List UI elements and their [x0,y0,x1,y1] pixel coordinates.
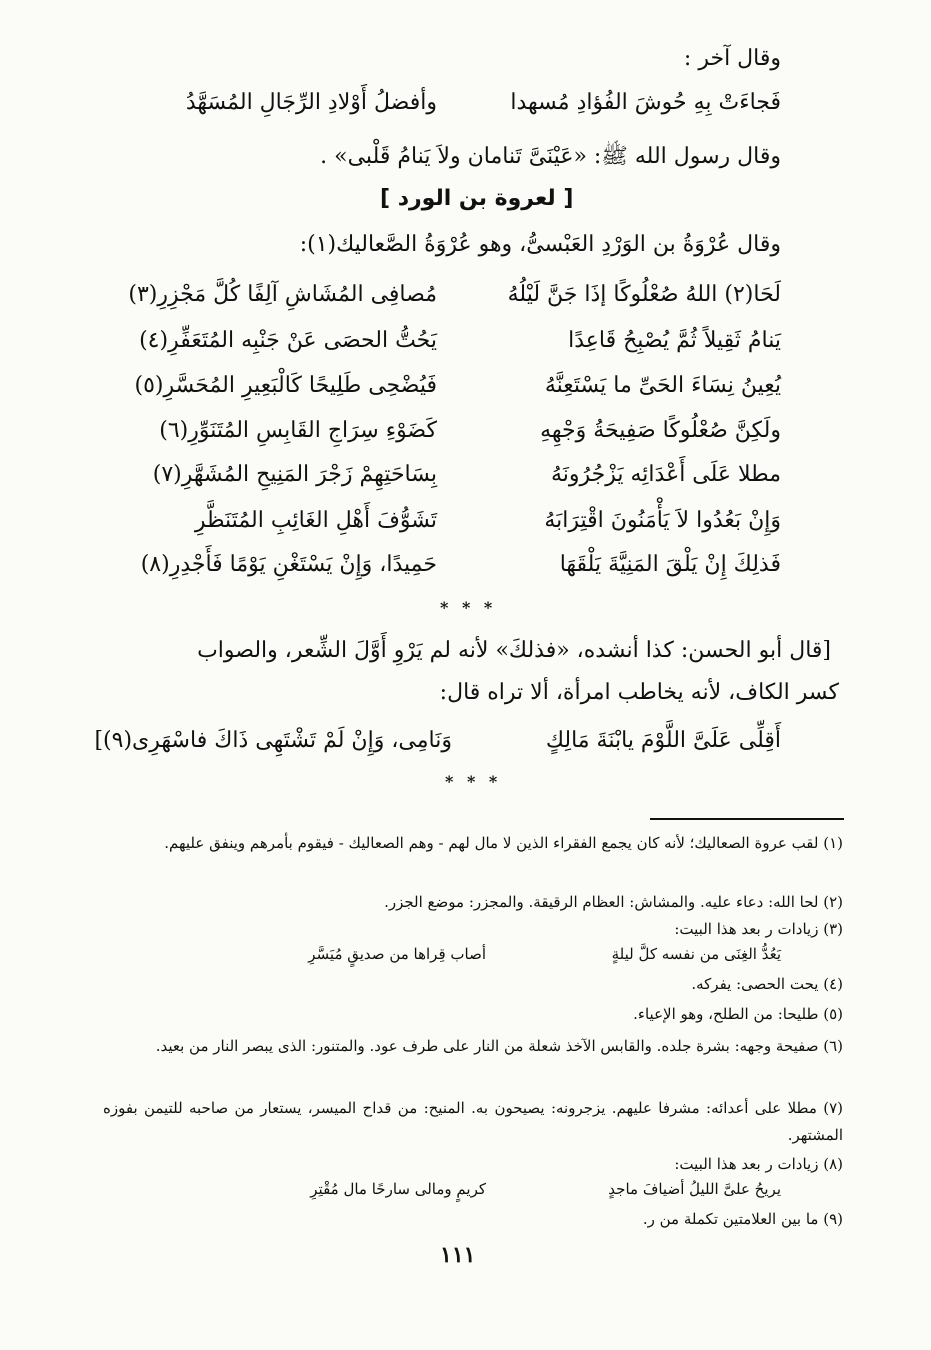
footnote-3: (٣) زيادات ر بعد هذا البيت: [674,920,843,938]
poem-line-5-right: مطلا عَلَى أَعْدَائِه يَزْجُرُونَهُ [550,462,781,487]
poem-line-6-right: وَإِنْ بَعُدُوا لاَ يَأْمَنُونَ اقْتِرَابَهُ [544,508,781,533]
verse-a-left: وأفضلُ أَوْلادِ الرِّجَالِ المُسَهَّدُ [185,90,437,115]
footnote-8-verse-left: كريمٍ ومالى سارحًا مال مُقْتِرِ [310,1180,486,1198]
poem-line-2-right: يَنامُ ثَقِيلاً ثُمَّ يُصْبِحُ قَاعِدًا [568,328,781,353]
footnote-separator [650,818,844,820]
verse-a-right: فَجاءَتْ بِهِ حُوشَ الفُؤادِ مُسهدا [510,90,781,115]
section-heading: [ لعروة بن الورد ] [380,186,574,211]
footnote-1: (١) لقب عروة الصعاليك؛ لأنه كان يجمع الفقراء الذين لا مال لهم - وهم الصعاليك - فيقوم بأمرهم وينفق عليهم. [164,834,843,852]
footnote-5: (٥) طليحا: من الطلح، وهو الإعياء. [633,1005,843,1023]
footnote-4: (٤) يحت الحصى: يفركه. [691,975,843,993]
poem-line-2-left: يَحُتُّ الحصَى عَنْ جَنْبِه المُتَعَفِّرِ(٤) [139,328,437,353]
intro-other: وقال آخر : [683,46,781,71]
poem-line-5-left: بِسَاحَتِهِمْ زَجْرَ المَنِيحِ المُشَهَّرِ(٧) [152,462,437,487]
poem-line-3-left: فَيُضْحِى طَلِيحًا كَالْبَعِيرِ المُحَسَّرِ(٥) [134,373,437,398]
poem-line-6-left: تَشَوُّفَ أَهْلِ الغَائِبِ المُتَنَظَّرِ [194,508,437,533]
poem-line-4-right: ولَكِنَّ صُعْلُوكًا صَفِيحَةُ وَجْهِهِ [540,418,781,443]
poem-line-3-right: يُعِينُ نِسَاءَ الحَىِّ ما يَسْتَعِنَّهُ [544,373,781,398]
footnote-2: (٢) لحا الله: دعاء عليه. والمشاش: العظام الرقيقة. والمجزر: موضع الجزر. [384,893,843,911]
footnote-6: (٦) صفيحة وجهه: بشرة جلده. والقابس الآخذ شعلة من النار على طرف عود. والمتنور: الذى يبصر النار من بعيد. [155,1037,843,1055]
abu-hasan-note-line-1: [قال أبو الحسن: كذا أنشده، «فذلكَ» لأنه لم يَرْوِ أَوَّلَ الشِّعر، والصواب [197,638,831,663]
footnote-7: (٧) مطلا على أعدائه: مشرفا عليهم. يزجرونه: يصيحون به. المنيح: من قداح الميسر، يستعار من صاحبه للتيمن بفوزه المشتهر. [103,1099,843,1144]
abu-hasan-note-line-2: كسر الكاف، لأنه يخاطب امرأة، ألا تراه قال: [439,680,839,705]
section-divider-stars: * * * [440,598,497,617]
footnote-8: (٨) زيادات ر بعد هذا البيت: [674,1155,843,1173]
poem-line-4-left: كَضَوْءِ سِرَاجِ القَابِسِ المُتَنَوِّرِ(٦) [159,418,437,443]
poem-line-7-left: حَمِيدًا، وَإِنْ يَسْتَغْنِ يَوْمًا فَأَجْدِرِ(٨) [140,552,437,577]
poem-line-1-right: لَحَا(٢) اللهُ صُعْلُوكًا إذَا جَنَّ لَيْلُهُ [507,282,781,307]
urwa-intro: وقال عُرْوَةُ بن الوَرْدِ العَبْسىُّ، وهو عُرْوَةُ الصَّعاليك(١): [299,232,781,257]
verse-b-right: أَقِلِّى عَلَىَّ اللَّوْمَ يابْنَةَ مَالِكٍ [545,728,781,753]
poem-line-1-left: مُصافِى المُشَاشِ آلِفًا كُلَّ مَجْزِرِ(٣) [128,282,437,307]
footnote-9: (٩) ما بين العلامتين تكملة من ر. [642,1210,843,1228]
page-number: ١١١ [440,1242,476,1268]
footnote-3-verse-right: يَعُدُّ الغِنَى من نفسه كلَّ ليلةٍ [611,945,781,963]
footnote-3-verse-left: أصاب قِراها من صديقٍ مُيَسَّرِ [308,945,486,963]
footnote-8-verse-right: يريحُ علىَّ الليلُ أضيافَ ماجدٍ [608,1180,781,1198]
verse-b-left: وَنَامِى، وَإِنْ لَمْ تَشْتَهِى ذَاكَ فاسْهَرِى(٩)] [94,728,452,753]
prophet-line: وقال رسول الله ﷺ: «عَيْنَىَّ تَنامان ولاَ يَنامُ قَلْبى» . [320,144,781,169]
poem-line-7-right: فَذلِكَ إِنْ يَلْقَ المَنِيَّةَ يَلْقَهَا [559,552,781,577]
section-divider-stars-2: * * * [445,772,502,791]
